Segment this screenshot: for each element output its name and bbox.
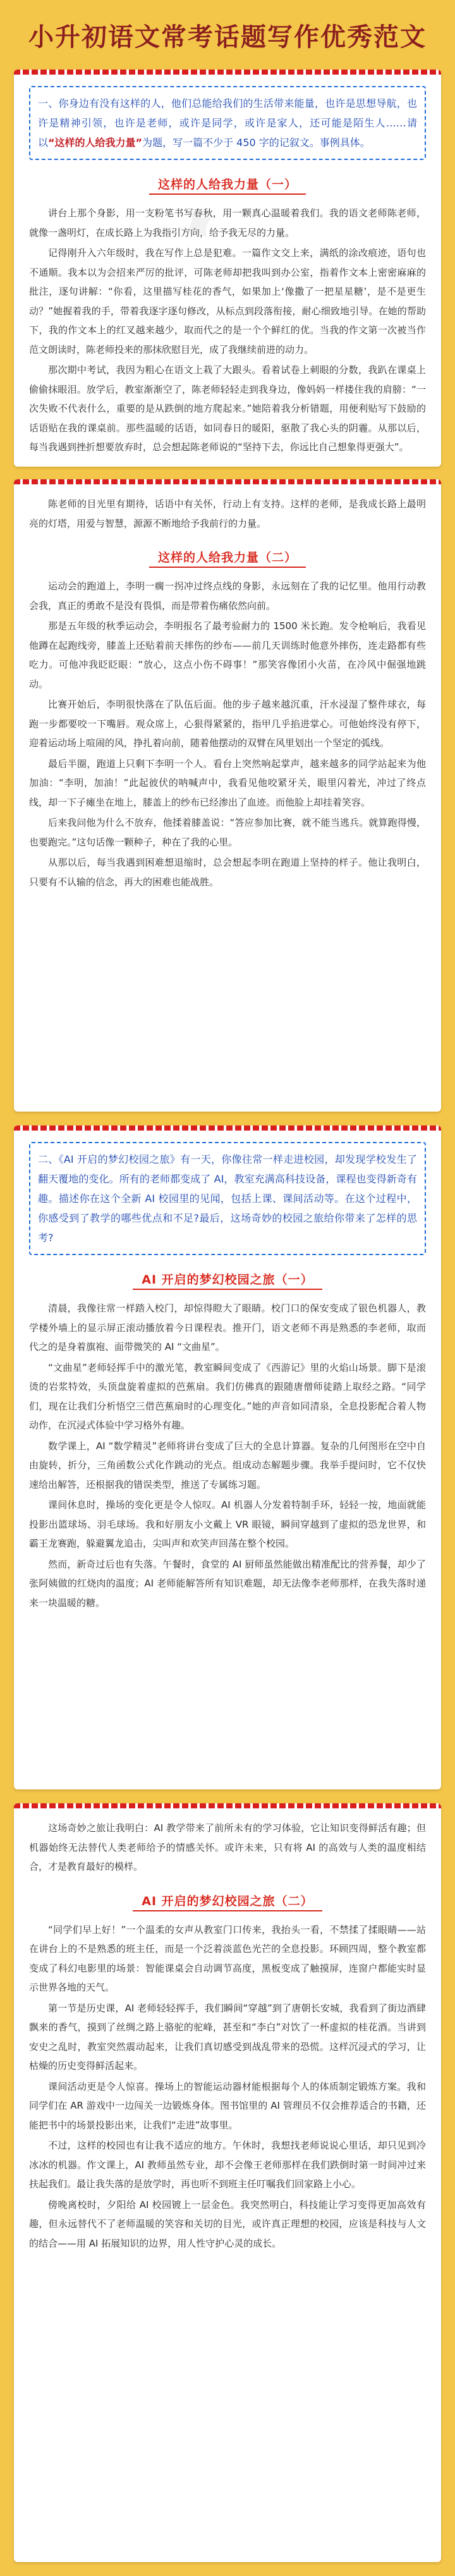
paragraph: 然而，新奇过后也有失落。午餐时，食堂的 AI 厨师虽然能做出精准配比的营养餐，却少了张阿姨做的红烧肉的温度；AI 老师能解答所有知识难题，却无法像李老师那样，在我失落时递来一块温暖的糖。 (29, 1558, 426, 1609)
paragraph: 最后半圈，跑道上只剩下李明一个人。看台上突然响起掌声，越来越多的同学站起来为他加油：“李明，加油！”此起彼伏的呐喊声中，我看见他咬紧牙关，眼里闪着光，冲过了终点线，却一下子瘫坐在地上，膝盖上的纱布已经渗出了血迹。而他脸上却挂着笑容。 (29, 757, 426, 808)
paragraph: 比赛开始后，李明很快落在了队伍后面。他的步子越来越沉重，汗水浸湿了整件球衣，每跑一步都要咬一下嘴唇。观众席上，心狠得紧紧的，指甲几乎掐进掌心。可他始终没有停下，迎着运动场上喧闹的风，挣扎着向前，随着他摆动的双臂在风里划出一个坚定的弧线。 (29, 699, 426, 749)
paragraph: 从那以后，每当我遇到困难想退缩时，总会想起李明在跑道上坚持的样子。他让我明白，只要有不认输的信念，再大的困难也能战胜。 (29, 857, 426, 888)
paragraph: 这场奇妙之旅让我明白：AI 教学带来了前所未有的学习体验，它让知识变得鲜活有趣；但机器始终无法替代人类老师给予的情感关怀。或许未来，只有将 AI 的高效与人类的温度相结合，才是教育最好的模样。 (29, 1822, 426, 1872)
paragraph: 课间休息时，操场的变化更是令人惊叹。AI 机器人分发着特制手环，轻轻一按，地面就能投影出篮球场、羽毛球场。我和好朋友小文戴上 VR 眼镜，瞬间穿越到了虚拟的恐龙世界，和霸王龙赛跑，躲避翼龙追击，尖叫声和欢笑声回荡在整个校园。 (29, 1499, 426, 1549)
prompt-box-1 (29, 86, 426, 160)
essay-card-2 (14, 479, 441, 1112)
essay-title-3: AI 开启的梦幻校园之旅（一） (29, 1269, 426, 1290)
essay-title-4: AI 开启的梦幻校园之旅（二） (29, 1891, 426, 1911)
paragraph: 陈老师的目光里有期待，话语中有关怀，行动上有支持。这样的老师，是我成长路上最明亮的灯塔，用爱与智慧，源源不断地给予我前行的力量。 (29, 498, 426, 529)
essay-title-2: 这样的人给我力量（二） (29, 547, 426, 568)
page-title: 小升初语文常考话题写作优秀范文 (28, 21, 427, 52)
essay-card-3 (14, 1125, 441, 1789)
paragraph: 运动会的跑道上，李明一瘸一拐冲过终点线的身影，永远刻在了我的记忆里。他用行动教会我，真正的勇敢不是没有畏惧，而是带着伤痛依然向前。 (29, 580, 426, 611)
essay-card-4 (14, 1803, 441, 2562)
paragraph: “同学们早上好！”一个温柔的女声从教室门口传来，我抬头一看，不禁揉了揉眼睛——站在讲台上的不是熟悉的班主任，而是一个泛着淡蓝色光芒的全息投影。环顾四周，整个教室都变成了科幻电影里的场景：智能课桌会自动调节高度，黑板变成了触摸屏，连窗户都能实时显示世界各地的天气。 (29, 1923, 426, 1993)
paragraph: 那是五年级的秋季运动会，李明报名了最考验耐力的 1500 米长跑。发令枪响后，我看见他蹲在起跑线旁，膝盖上还贴着前天摔伤的纱布——前几天训练时他意外摔伤，连走路都有些吃力。可他冲我眨眨眼：“放心，这点小伤不碍事！”那笑容像团小火苗，在冷风中倔强地跳动。 (29, 620, 426, 690)
paragraph: 记得刚升入六年级时，我在写作上总是犯难。一篇作文交上来，满纸的涂改痕迹，语句也不通顺。我本以为会招来严厉的批评，可陈老师却把我叫到办公室，指着作文本上密密麻麻的批注，逐句讲解：“你看，这里描写桂花的香气，如果加上‘像撒了一把星星糖’，是不是更生动？”她握着我的手，带着我逐字逐句修改，从标点到段落衔接，耐心细致地引导。在她的帮助下，我的作文本上的红叉越来越少，取而代之的是一个个鲜红的优。当我的作文第一次被当作范文朗读时，陈老师投来的那抹欣慰目光，成了我继续前进的动力。 (29, 247, 426, 355)
paragraph: “文曲星”老师轻挥手中的激光笔，教室瞬间变成了《西游记》里的火焰山场景。脚下是滚烫的岩浆特效，头顶盘旋着虚拟的芭蕉扇。我们仿佛真的跟随唐僧师徒踏上取经之路。“同学们，现在让我们分析悟空三借芭蕉扇时的心理变化。”她的声音如同清泉，全息投影配合着人物动作，在沉浸式体验中学习格外有趣。 (29, 1361, 426, 1431)
paragraph: 后来我问他为什么不放弃，他揉着膝盖说：“答应参加比赛，就不能当逃兵。就算跑得慢，也要跑完。”这句话像一颗种子，种在了我的心里。 (29, 817, 426, 848)
paragraph: 那次期中考试，我因为粗心在语文上栽了大跟头。看着试卷上刺眼的分数，我趴在课桌上偷偷抹眼泪。放学后，教室渐渐空了，陈老师轻轻走到我身边，像妈妈一样搂住我的肩膀：“一次失败不代表什么，重要的是从跌倒的地方爬起来。”她陪着我分析错题，用便利贴写下鼓励的话语贴在我的课桌前。那些温暖的话语，如同春日的暖阳，驱散了我心头的阴霾。从那以后，每当我遇到挫折想要放弃时，总会想起陈老师说的“坚持下去，你远比自己想象得更强大”。 (29, 364, 426, 453)
prompt-2-text: 二、《AI 开启的梦幻校园之旅》有一天，你像往常一样走进校园，却发现学校发生了翻天覆地的变化。所有的老师都变成了 AI，教室充满高科技设备，课程也变得新奇有趣。描述你在这个全新 AI 校园里的见闻，包括上课、课间活动等。在这个过程中，你感受到了教学的哪些优点和不足?最后，这场奇妙的校园之旅给你带来了怎样的思考? (38, 1153, 417, 1244)
paragraph: 清晨，我像往常一样踏入校门，却惊得瞪大了眼睛。校门口的保安变成了银色机器人，教学楼外墙上的显示屏正滚动播放着今日课程表。推开门，语文老师不再是熟悉的李老师，取而代之的是身着旗袍、面带微笑的 AI “文曲星”。 (29, 1303, 426, 1352)
paragraph: 讲台上那个身影，用一支粉笔书写春秋，用一颗真心温暖着我们。我的语文老师陈老师，就像一盏明灯，在成长路上为我指引方向，给予我无尽的力量。 (29, 207, 426, 238)
paragraph: 第一节是历史课，AI 老师轻轻挥手，我们瞬间“穿越”到了唐朝长安城，我看到了街边酒肆飘来的香气，摸到了丝绸之路上骆驼的驼峰，甚至和“李白”对饮了一杯虚拟的桂花酒。当讲到安史之乱时，教室突然震动起来，让我们真切感受到战乱带来的恐慌。这样沉浸式的学习，让枯燥的历史变得鲜活起来。 (29, 2002, 426, 2071)
essay-card-1 (14, 70, 441, 467)
prompt-1-keyword: “这样的人给我力量” (48, 137, 143, 149)
paragraph: 傍晚离校时，夕阳给 AI 校园镀上一层金色。我突然明白，科技能让学习变得更加高效有趣，但永远替代不了老师温暖的笑容和关切的目光，或许真正理想的校园，应该是科技与人文的结合——用 AI 拓展知识的边界，用人性守护心灵的成长。 (29, 2199, 426, 2249)
paragraph: 不过，这样的校园也有让我不适应的地方。午休时，我想找老师说说心里话，却只见到冷冰冰的机器。作文课上，AI 教师虽然专业，却不会像王老师那样在我们跌倒时第一时间冲过来扶起我们。最让我失落的是放学时，再也听不到班主任叮嘱我们回家路上小心。 (29, 2140, 426, 2190)
paragraph: 数学课上，AI “数学精灵”老师将讲台变成了巨大的全息计算器。复杂的几何图形在空中自由旋转，折分，三角函数公式化作跳动的光点。组成动态解题步骤。我举手提问时，它不仅快速给出解答，还根据我的错误类型，推送了专属练习题。 (29, 1440, 426, 1490)
title-bar (0, 0, 455, 70)
essay-title-1: 这样的人给我力量（一） (29, 174, 426, 195)
prompt-1-part-c: 为题，写一篇不少于 450 字的记叙文。事例具体。 (142, 137, 370, 149)
prompt-1-part-a: 一、你身边有没有这样的人，他们总能给我们的生活带来能量，也许是思想导航，也许是精神引领，也许是老师，或许是同学，或许是家人，还可能是陌生人……请以 (38, 97, 417, 149)
paragraph: 课间活动更是令人惊喜。操场上的智能运动器材能根据每个人的体质制定锻炼方案。我和同学们在 AR 游戏中一边闯关一边锻炼身体。图书馆里的 AI 管理员不仅会推荐适合的书籍，还能把书中的场景投影出来，让我们“走进”故事里。 (29, 2080, 426, 2131)
prompt-box-2 (29, 1142, 426, 1255)
watermark: ✦ (166, 189, 233, 262)
